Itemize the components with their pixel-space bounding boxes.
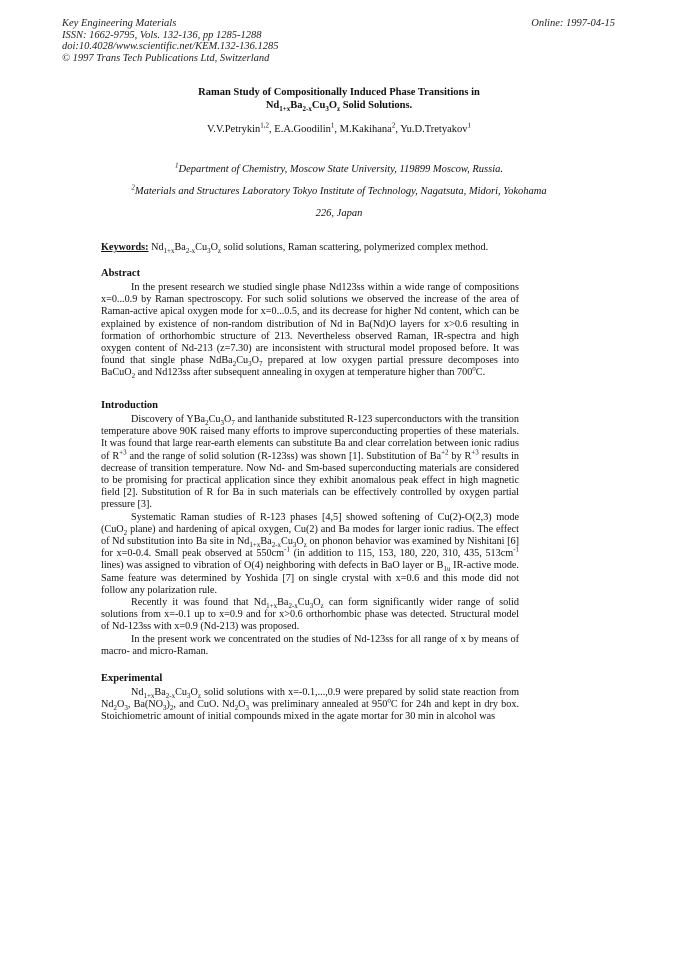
experimental-body: $Nd_{1+x}Ba_{2-x}Cu_3O_z$ solid solutions with x=-0.1,...,0.9 were prepared by solid state reaction from $Nd_2O_3$, $Ba(NO_3)_2$, and CuO. $Nd_2O_3$ was preliminary annealed at 950$^o$C for 24h and kept in dry box. Stoichiometric amount of initial compounds mixed in the agate mortar for 30 min in alcohol was [101,687,519,723]
journal-name: Key Engineering Materials [62,18,177,29]
introduction-heading: Introduction [101,400,158,411]
online-date: Online: 1997-04-15 [531,18,615,29]
keywords-label: Keywords: [101,242,149,253]
affiliation-1: $^1$Department of Chemistry, Moscow State University, 119899 Moscow, Russia. [174,161,503,175]
intro-paragraph-3: Recently it was found that $Nd_{1+x}Ba_{2-x}Cu_3O_z$ can form significantly wider range of solid solutions from x=-0.1 up to x=0.9 and for x>0.6 orthorhombic phase was detected. Structural model of Nd-123ss with x=0.9 (Nd-213) was proposed. [101,597,519,633]
intro-paragraph-4: In the present work we concentrated on the studies of Nd-123ss for all range of x by means of macro- and micro-Raman. [101,633,519,657]
intro-paragraph-1: Discovery of $YBa_2Cu_3O_7$ and lanthanide substituted R-123 superconductors with the transition temperature above 90K raised many efforts to improve superconducting properties of these materials. It was found that large rear-earth elements can substitute Ba and clear correlation between ionic radius of $R^{+3}$ and the range of solid solution (R-123ss) was shown [1]. Substitution of $Ba^{+2}$ by $R^{+3}$ results in decrease of transition temperature. Now Nd- and Sm-based superconducting materials are considered to be promising for practical application since they exhibit anomalous peak effect in high magnetic field [2]. Substitution of R for Ba in such materials can be effectively controlled by oxygen partial pressure [3]. [101,414,519,511]
keywords-line: Keywords: $Nd_{1+x}Ba_{2-x}Cu_3O_z$ solid solutions, Raman scattering, polymerized complex method. [101,242,489,256]
abstract-heading: Abstract [101,268,141,279]
journal-header [62,18,279,64]
issn-line: ISSN: 1662-9795, Vols. 132-136, pp 1285-1288 [62,29,262,41]
doi-line: doi:10.4028/www.scientific.net/KEM.132-136.1285 [62,41,279,52]
experimental-heading: Experimental [101,673,163,684]
title-line-2: $Nd_{1+x}Ba_{2-x}Cu_3O_z$ Solid Solutions. [265,100,413,114]
author-list: V.V.Petrykin$^{1,2}$, E.A.Goodilin$^1$, M.Kakihana$^2$, Yu.D.Tretyakov$^1$ [207,121,471,135]
affiliation-2: $^2$Materials and Structures Laboratory Tokyo Institute of Technology, Nagatsuta, Midori, Yokohama 226, Japan [131,183,547,219]
introduction-body [101,414,519,658]
paper-title [100,86,578,112]
title-line-1: Raman Study of Compositionally Induced Phase Transitions in [198,87,480,98]
copyright-line: © 1997 Trans Tech Publications Ltd, Switzerland [62,52,270,64]
abstract-body: In the present research we studied single phase Nd123ss within a wide range of compositions x=0...0.9 by Raman spectroscopy. For such solid solutions we observed the increase of the area of Raman-active apical oxygen mode for x=0...0.5, and its decrease for higher Nd content, which can be explained by existence of non-random distribution of Nd in Ba(Nd)O layers for x>0.6 resulting in formation of orthorhombic structure of 213. Nevertheless observed Raman, IR-spectra and high oxygen content of Nd-213 (z=7.30) are inconsistent with structural model proposed before. It was found that single phase $NdBa_2Cu_3O_7$ prepared at low oxygen partial pressure decomposes into BaCuO$_2$ and Nd123ss after subsequent annealing in oxygen at temperature higher than 700$^o$C. [101,282,519,381]
intro-paragraph-2: Systematic Raman studies of R-123 phases [4,5] showed softening of Cu(2)-O(2,3) mode (CuO$_2$ plane) and hardening of apical oxygen, Cu(2) and Ba modes for larger ionic radius. The effect of Nd substitution into Ba site in $Nd_{1+x}Ba_{2-x}Cu_3O_z$ on phonon behavior was examined by Nishitani [6] for x=0-0.4. Small peak observed at $550cm^{-1}$ (in addition to 115, 153, 180, 220, 310, 435, $513cm^{-1}$ lines) was assigned to vibration of O(4) neighboring with defects in BaO layer or $B_{1u}$ IR-active mode. Same feature was determined by Yoshida [7] on single crystal with x=0.6 and this mode did not follow any polarization rule. [101,511,520,596]
